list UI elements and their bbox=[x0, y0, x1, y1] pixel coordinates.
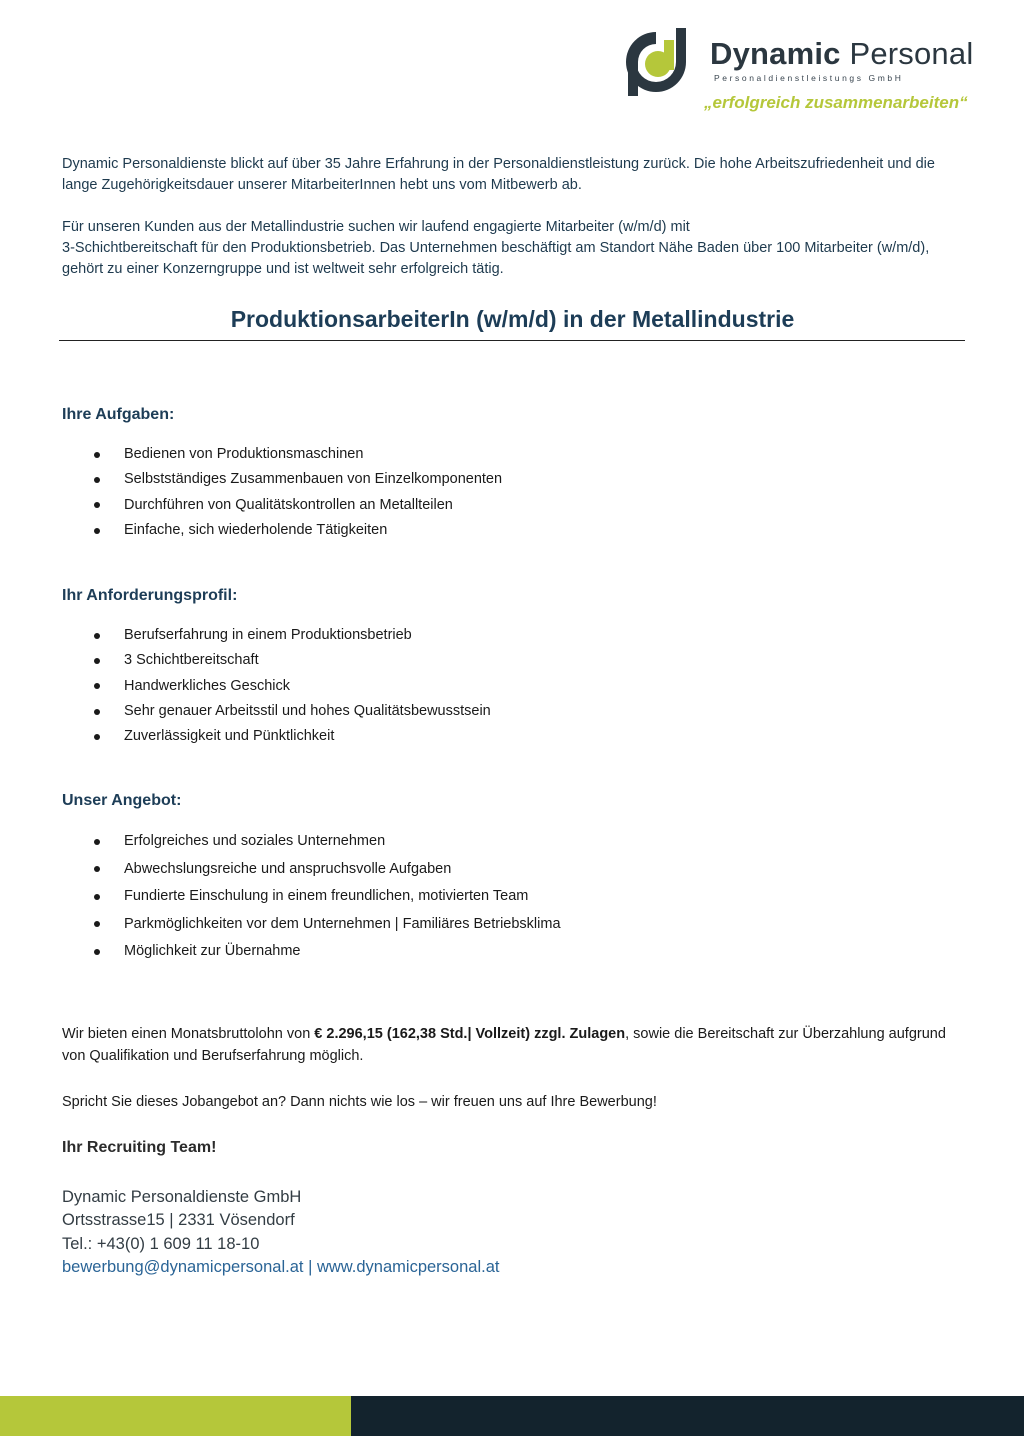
call-to-action: Spricht Sie dieses Jobangebot an? Dann nichts wie los – wir freuen uns auf Ihre Bewerbung! bbox=[62, 1094, 657, 1110]
brand-name: Dynamic Personal bbox=[710, 36, 974, 71]
list-item: Handwerkliches Geschick bbox=[62, 674, 491, 699]
signoff: Ihr Recruiting Team! bbox=[62, 1139, 217, 1156]
dp-logo-icon bbox=[620, 26, 698, 98]
contact-links: bewerbung@dynamicpersonal.at | www.dynamicpersonal.at bbox=[62, 1257, 500, 1276]
tasks-list bbox=[62, 442, 502, 543]
offer-heading: Unser Angebot: bbox=[62, 792, 182, 809]
requirements-heading: Ihr Anforderungsprofil: bbox=[62, 587, 238, 604]
list-item: Zuverlässigkeit und Pünktlichkeit bbox=[62, 724, 491, 749]
intro-paragraph-client: Für unseren Kunden aus der Metallindustrie suchen wir laufend engagierte Mitarbeiter (w/m/d) mit 3-Schichtbereitschaft für den Produktionsbetrieb. Das Unternehmen beschäftigt am Standort Nähe Baden über 100 Mitarbeiter (w/m/d), gehört zu einer Konzerngruppe und ist weltweit sehr erfolgreich tätig. bbox=[62, 219, 930, 277]
title-divider bbox=[59, 340, 965, 341]
website-link[interactable]: www.dynamicpersonal.at bbox=[316, 1257, 500, 1276]
contact-block bbox=[62, 1186, 499, 1279]
address: Ortsstrasse15 | 2331 Vösendorf bbox=[62, 1211, 295, 1230]
job-title: ProduktionsarbeiterIn (w/m/d) in der Metallindustrie bbox=[230, 306, 795, 332]
company-name: Dynamic Personaldienste GmbH bbox=[62, 1188, 302, 1206]
phone: Tel.: +43(0) 1 609 11 18-10 bbox=[62, 1234, 260, 1253]
list-item: Möglichkeit zur Übernahme bbox=[62, 938, 561, 966]
email-link[interactable]: bewerbung@dynamicpersonal.at bbox=[62, 1257, 304, 1276]
list-item: Erfolgreiches und soziales Unternehmen bbox=[62, 828, 561, 856]
salary-paragraph: Wir bieten einen Monatsbruttolohn von € 2.296,15 (162,38 Std.| Vollzeit) zzgl. Zulagen, sowie die Bereitschaft zur Überzahlung aufgrund von Qualifikation und Berufserfahrung möglich. bbox=[62, 1026, 946, 1064]
list-item: Selbstständiges Zusammenbauen von Einzelkomponenten bbox=[62, 467, 502, 492]
list-item: Bedienen von Produktionsmaschinen bbox=[62, 442, 502, 467]
list-item: 3 Schichtbereitschaft bbox=[62, 648, 491, 673]
footer-accent-bar bbox=[0, 1396, 351, 1436]
salary-amount: € 2.296,15 (162,38 Std.| Vollzeit) zzgl. Zulagen bbox=[314, 1026, 626, 1042]
list-item: Sehr genauer Arbeitsstil und hohes Qualitätsbewusstsein bbox=[62, 699, 491, 724]
list-item: Einfache, sich wiederholende Tätigkeiten bbox=[62, 518, 502, 543]
brand-subtitle: Personaldienstleistungs GmbH bbox=[714, 73, 904, 83]
slogan: „erfolgreich zusammenarbeiten“ bbox=[704, 93, 968, 112]
requirements-list bbox=[62, 623, 491, 749]
footer-dark-bar bbox=[351, 1396, 1024, 1436]
company-logo bbox=[618, 24, 998, 114]
list-item: Parkmöglichkeiten vor dem Unternehmen | Familiäres Betriebsklima bbox=[62, 911, 561, 939]
list-item: Berufserfahrung in einem Produktionsbetrieb bbox=[62, 623, 491, 648]
list-item: Fundierte Einschulung in einem freundlichen, motivierten Team bbox=[62, 883, 561, 911]
list-item: Abwechslungsreiche und anspruchsvolle Aufgaben bbox=[62, 856, 561, 884]
offer-list bbox=[62, 828, 561, 966]
list-item: Durchführen von Qualitätskontrollen an Metallteilen bbox=[62, 493, 502, 518]
tasks-heading: Ihre Aufgaben: bbox=[62, 406, 175, 423]
intro-paragraph: Dynamic Personaldienste blickt auf über 35 Jahre Erfahrung in der Personaldienstleistung zurück. Die hohe Arbeitszufriedenheit und die lange Zugehörigkeitsdauer unserer MitarbeiterInnen hebt uns vom Mitbewerb ab. bbox=[62, 156, 935, 193]
